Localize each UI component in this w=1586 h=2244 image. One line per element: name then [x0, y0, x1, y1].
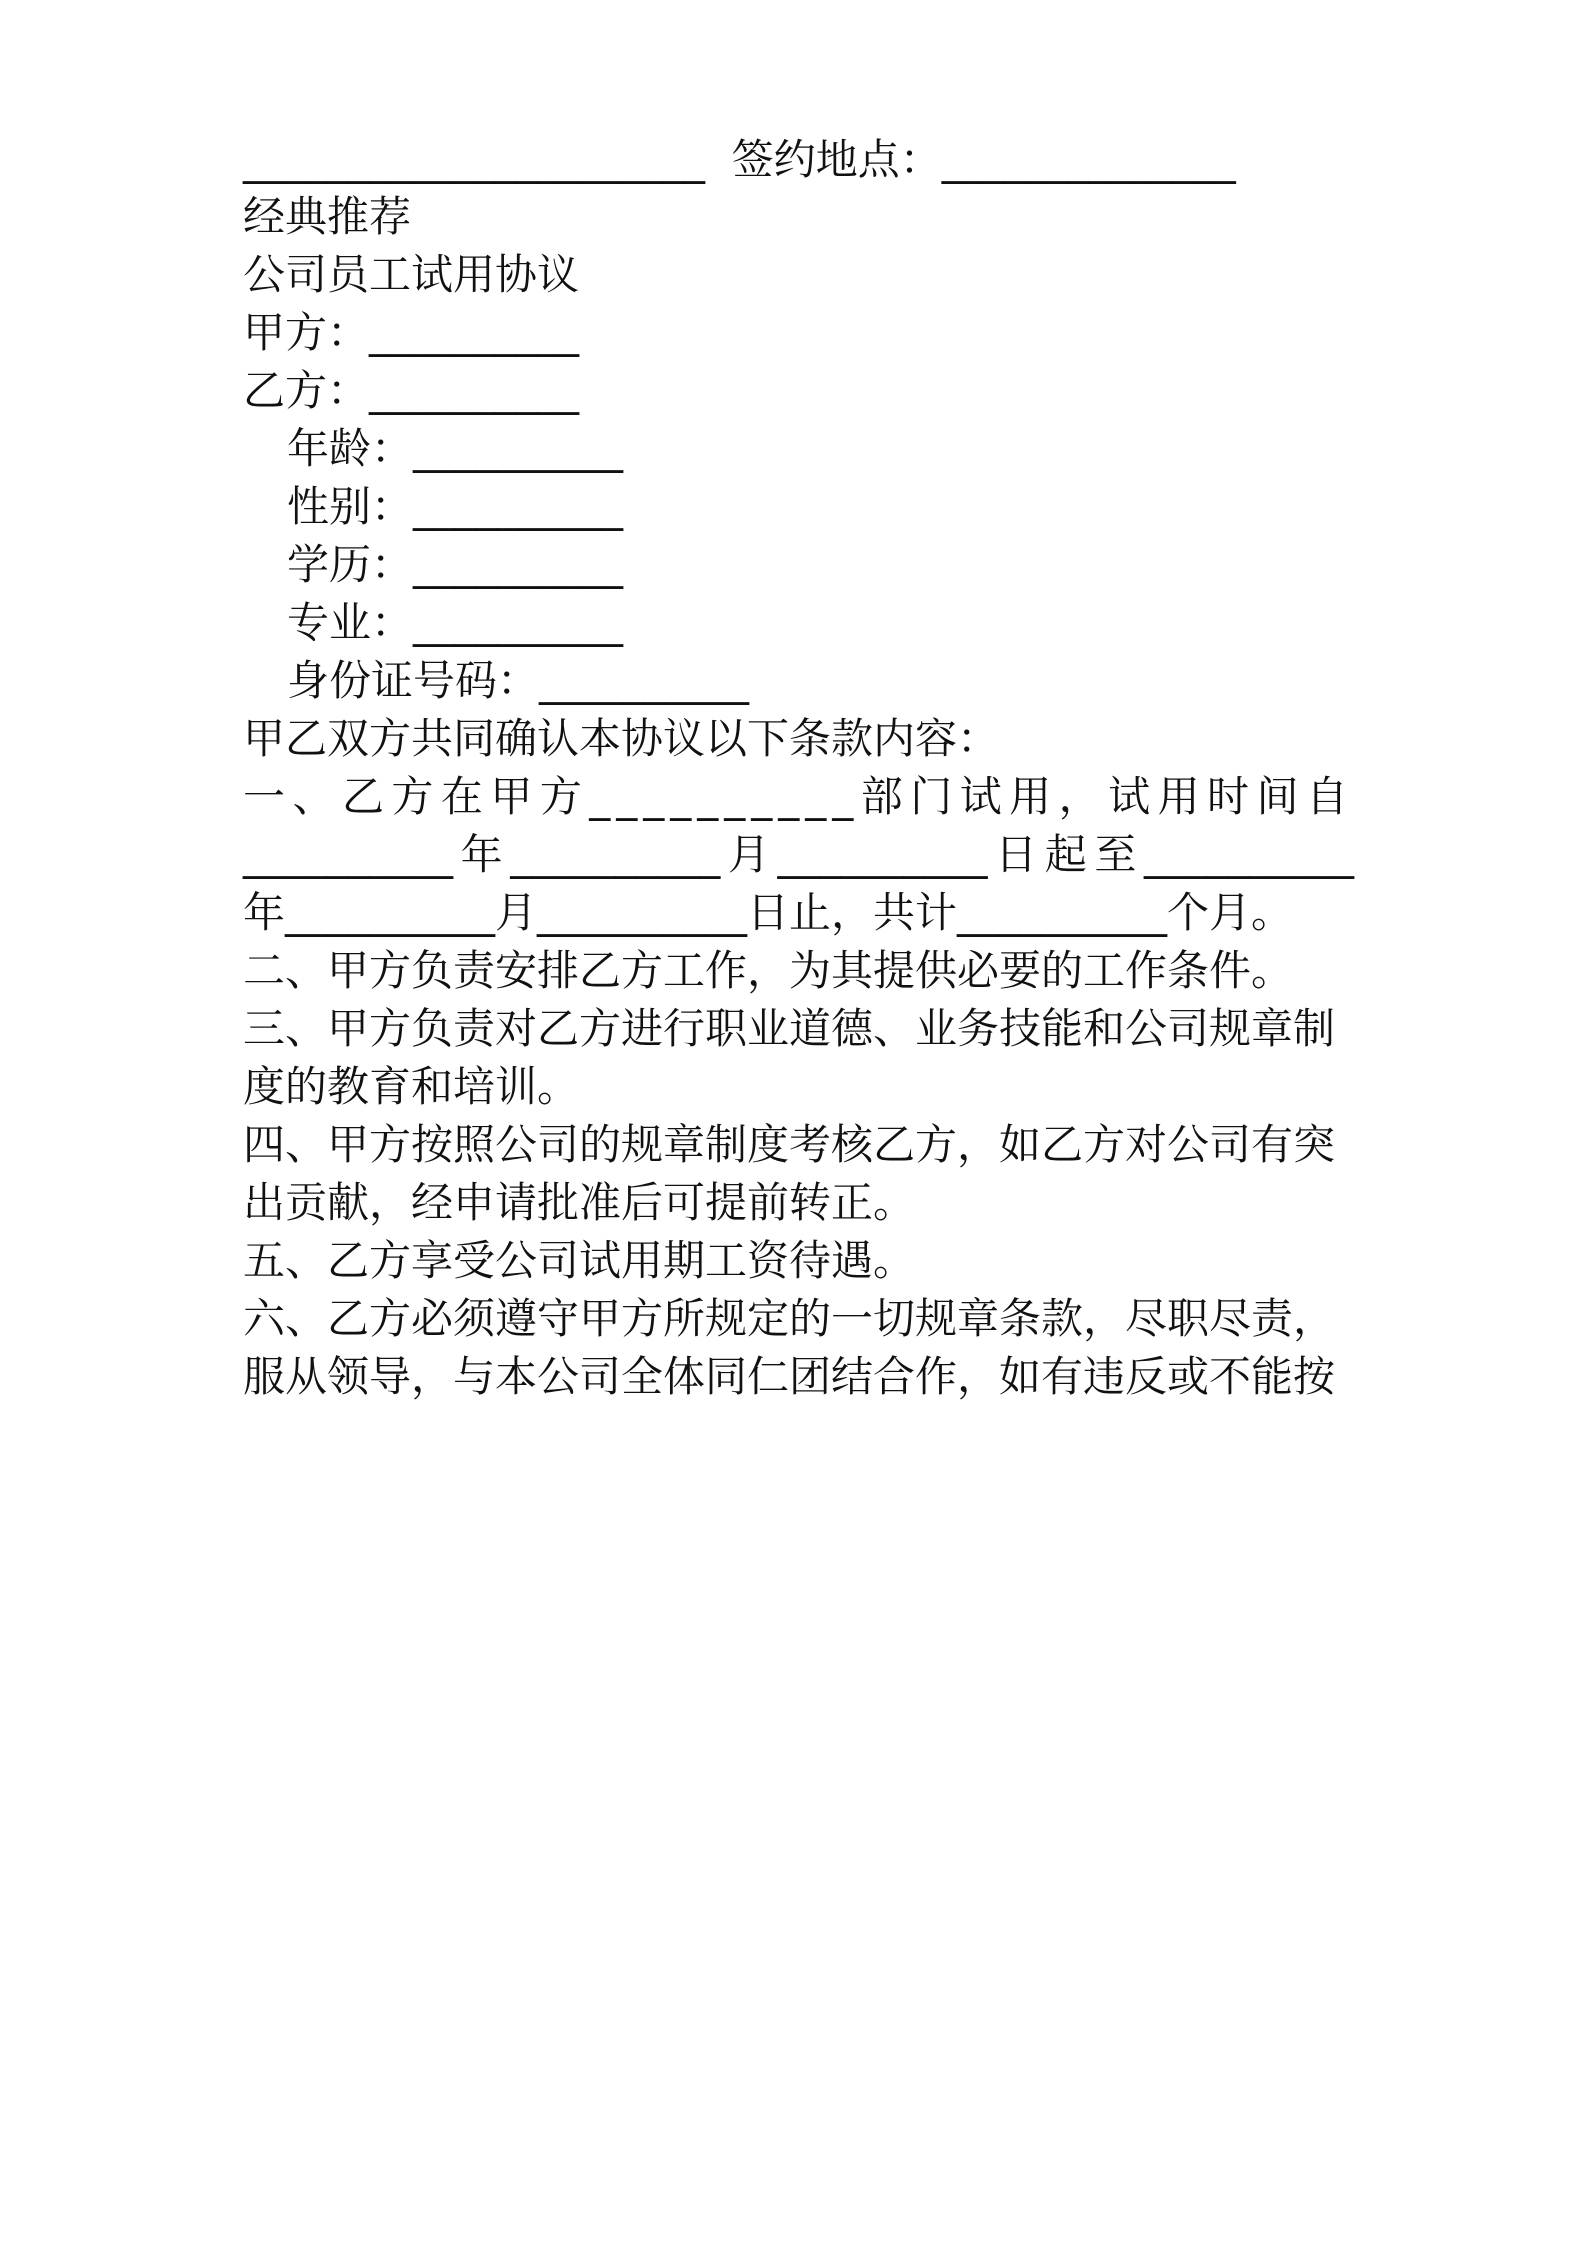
age-field: 年龄：__________: [287, 424, 624, 473]
party-a-line: 甲方：__________: [243, 308, 580, 357]
party-b-line: 乙方：__________: [243, 366, 580, 415]
education-field: 学历：__________: [287, 540, 624, 589]
clause-5: 五、乙方享受公司试用期工资待遇。: [243, 1236, 916, 1285]
intro-line: 甲乙双方共同确认本协议以下条款内容：: [243, 714, 1000, 763]
gender-field: 性别：__________: [287, 482, 624, 531]
clause-4-line-2: 出贡献，经申请批准后可提前转正。: [243, 1178, 916, 1227]
sign-place-line: ______________________ 签约地点：______________: [243, 135, 1236, 184]
id-number-field: 身份证号码：__________: [287, 656, 750, 705]
major-field: 专业：__________: [287, 598, 624, 647]
recommend-label: 经典推荐: [243, 192, 412, 241]
clause-1-line-3: 年__________月__________日止，共计__________个月。: [243, 888, 1294, 937]
clause-6-line-1: 六、乙方必须遵守甲方所规定的一切规章条款，尽职尽责，: [243, 1294, 1336, 1343]
clause-4-line-1: 四、甲方按照公司的规章制度考核乙方，如乙方对公司有突: [243, 1120, 1336, 1169]
clause-3-line-2: 度的教育和培训。: [243, 1062, 580, 1111]
clause-2: 二、甲方负责安排乙方工作，为其提供必要的工作条件。: [243, 946, 1294, 995]
clause-1-line-2: __________年__________月__________日起至__________: [243, 830, 1354, 879]
clause-6-line-2: 服从领导，与本公司全体同仁团结合作，如有违反或不能按: [243, 1352, 1336, 1401]
document-title: 公司员工试用协议: [243, 250, 580, 299]
clause-3-line-1: 三、甲方负责对乙方进行职业道德、业务技能和公司规章制: [243, 1004, 1336, 1053]
clause-1-line-1: 一、乙方在甲方__________部门试用，试用时间自: [243, 772, 1354, 821]
